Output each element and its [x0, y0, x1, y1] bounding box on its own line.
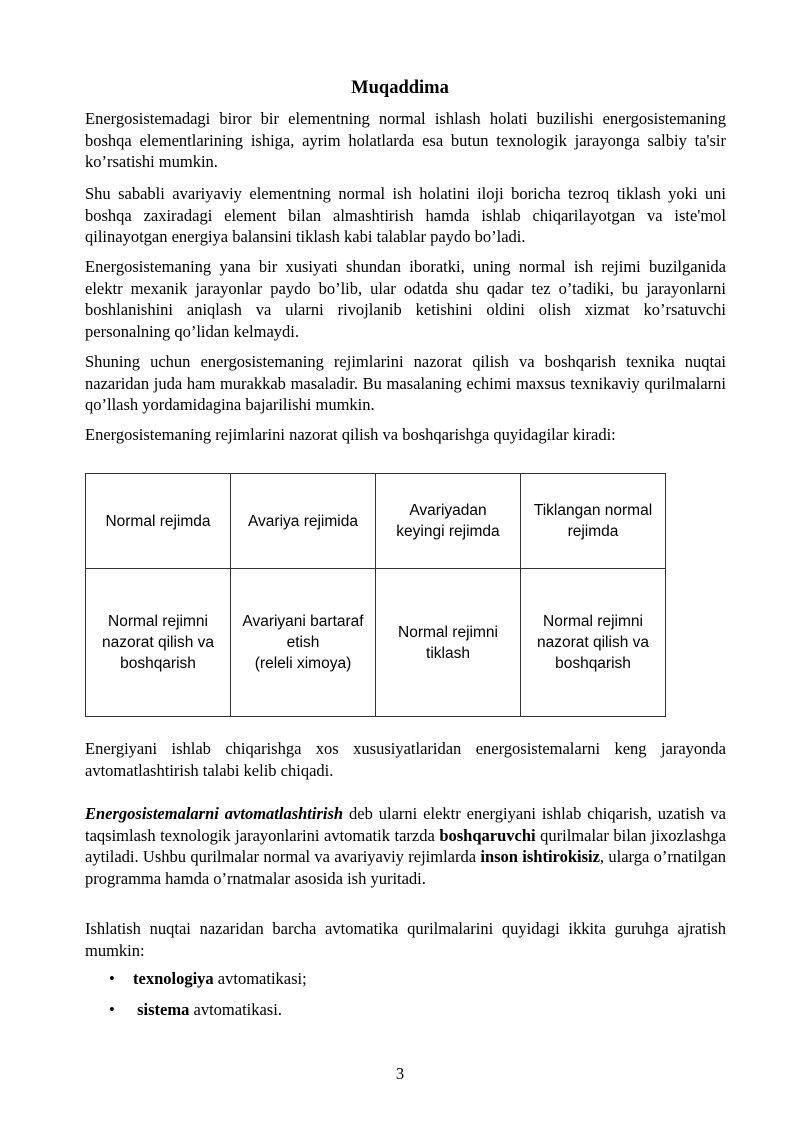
bullet-icon: •	[109, 969, 115, 988]
definition-term: Energosistemalarni avtomatlashtirish	[85, 804, 344, 823]
paragraph-7	[85, 803, 726, 889]
paragraph-text: , ularga o’rnatilgan programma hamda o’rnatmalar asosida ish yuritadi.	[85, 847, 726, 888]
paragraph-text: deb ularni elektr energiyani ishlab chiqarish, uzatish va taqsimlash texnologik jarayonlarini avtomatik tarzda	[85, 804, 727, 845]
table-header-row	[86, 474, 666, 569]
paragraph-5: Energosistemaning rejimlarini nazorat qilish va boshqarishga quyidagilar kiradi:	[85, 425, 616, 444]
cell-line: nazorat qilish va	[536, 634, 649, 651]
paragraph-1: Energosistemadagi biror bir elementning normal ishlash holati buzilishi energosistemaning boshqa elementlarining ishiga, ayrim holatlarda esa butun texnologik jarayonga salbiy ta'sir ko’rsatishi mumkin.	[85, 109, 726, 171]
page-number: 3	[395, 1064, 405, 1083]
cell-line: rejimda	[567, 523, 619, 540]
cell-line: boshqarish	[555, 655, 631, 672]
list-item-text: avtomatikasi.	[189, 999, 282, 1019]
cell-line: keyingi rejimda	[396, 523, 500, 540]
table-header-cell	[231, 474, 376, 569]
cell-line: Normal rejimni	[398, 623, 498, 641]
cell-line: Normal rejimni	[543, 613, 643, 630]
cell-line: Tiklangan normal	[533, 502, 653, 519]
cell-line: boshqarish	[120, 655, 196, 672]
paragraph-4: Shuning uchun energosistemaning rejimlarini nazorat qilish va boshqarish texnika nuqtai nazaridan juda ham murakkab masaladir. Bu masalaning echimi maxsus texnikaviy qurilmalarni qo’llash yordamidagina bajarilishi mumkin.	[85, 352, 726, 414]
table-header-cell	[86, 474, 231, 569]
table-cell	[521, 569, 666, 717]
list-item	[85, 999, 307, 1021]
automation-groups-list	[85, 968, 307, 1029]
paragraph-text: qurilmalar bilan jixozlashga aytiladi. Ushbu qurilmalar normal va avariyaviy rejimlarda	[85, 825, 727, 866]
regimes-table	[85, 473, 666, 717]
paragraph-6: Energiyani ishlab chiqarishga xos xususiyatlaridan energosistemalarni keng jarayonda avtomatlashtirish talabi kelib chiqadi.	[85, 739, 726, 780]
table-cell	[86, 569, 231, 717]
cell-line: Avariyani bartaraf	[242, 613, 364, 630]
table-header-cell	[521, 474, 666, 569]
page-title: Muqaddima	[351, 78, 449, 98]
list-item-term: sistema	[137, 999, 190, 1019]
cell-line: nazorat qilish va	[101, 634, 214, 651]
cell-line: Avariyadan	[409, 502, 487, 519]
table-cell	[231, 569, 376, 717]
paragraph-2: Shu sababli avariyaviy elementning normal ish holatini iloji boricha tezroq tiklash yoki uni boshqa zaxiradagi element bilan almashtirish hamda ishlab chiqarilayotgan va iste'mol qilinayotgan energiya balansini tiklash kabi talablar paydo bo’ladi.	[85, 184, 726, 246]
cell-line: Avariya rejimida	[248, 512, 358, 530]
table-header-cell	[376, 474, 521, 569]
paragraph-8: Ishlatish nuqtai nazaridan barcha avtomatika qurilmalarini quyidagi ikkita guruhga ajratish mumkin:	[85, 919, 726, 960]
table-cell	[376, 569, 521, 717]
emphasis-text: boshqaruvchi	[439, 825, 536, 845]
list-item	[85, 968, 307, 990]
cell-line: (releli ximoya)	[254, 655, 352, 672]
cell-line: Normal rejimda	[105, 512, 211, 530]
cell-line: tiklash	[426, 644, 470, 662]
list-item-term: texnologiya	[133, 969, 214, 988]
paragraph-3: Energosistemaning yana bir xusiyati shundan iboratki, uning normal ish rejimi buzilganida elektr mexanik jarayonlar paydo bo’lib, ular odatda shu qadar tez o’tadiki, bu jarayonlarni boshlanishini aniqlash va ularni rivojlanib ketishini oldini olish xizmat ko’rsatuvchi personalning qo’lidan kelmaydi.	[85, 257, 726, 341]
table-row	[86, 569, 666, 717]
bullet-icon: •	[109, 999, 115, 1019]
cell-line: Normal rejimni	[108, 613, 208, 630]
cell-line: etish	[286, 634, 320, 651]
emphasis-text: inson ishtirokisiz	[480, 847, 600, 866]
list-item-text: avtomatikasi;	[213, 969, 307, 988]
